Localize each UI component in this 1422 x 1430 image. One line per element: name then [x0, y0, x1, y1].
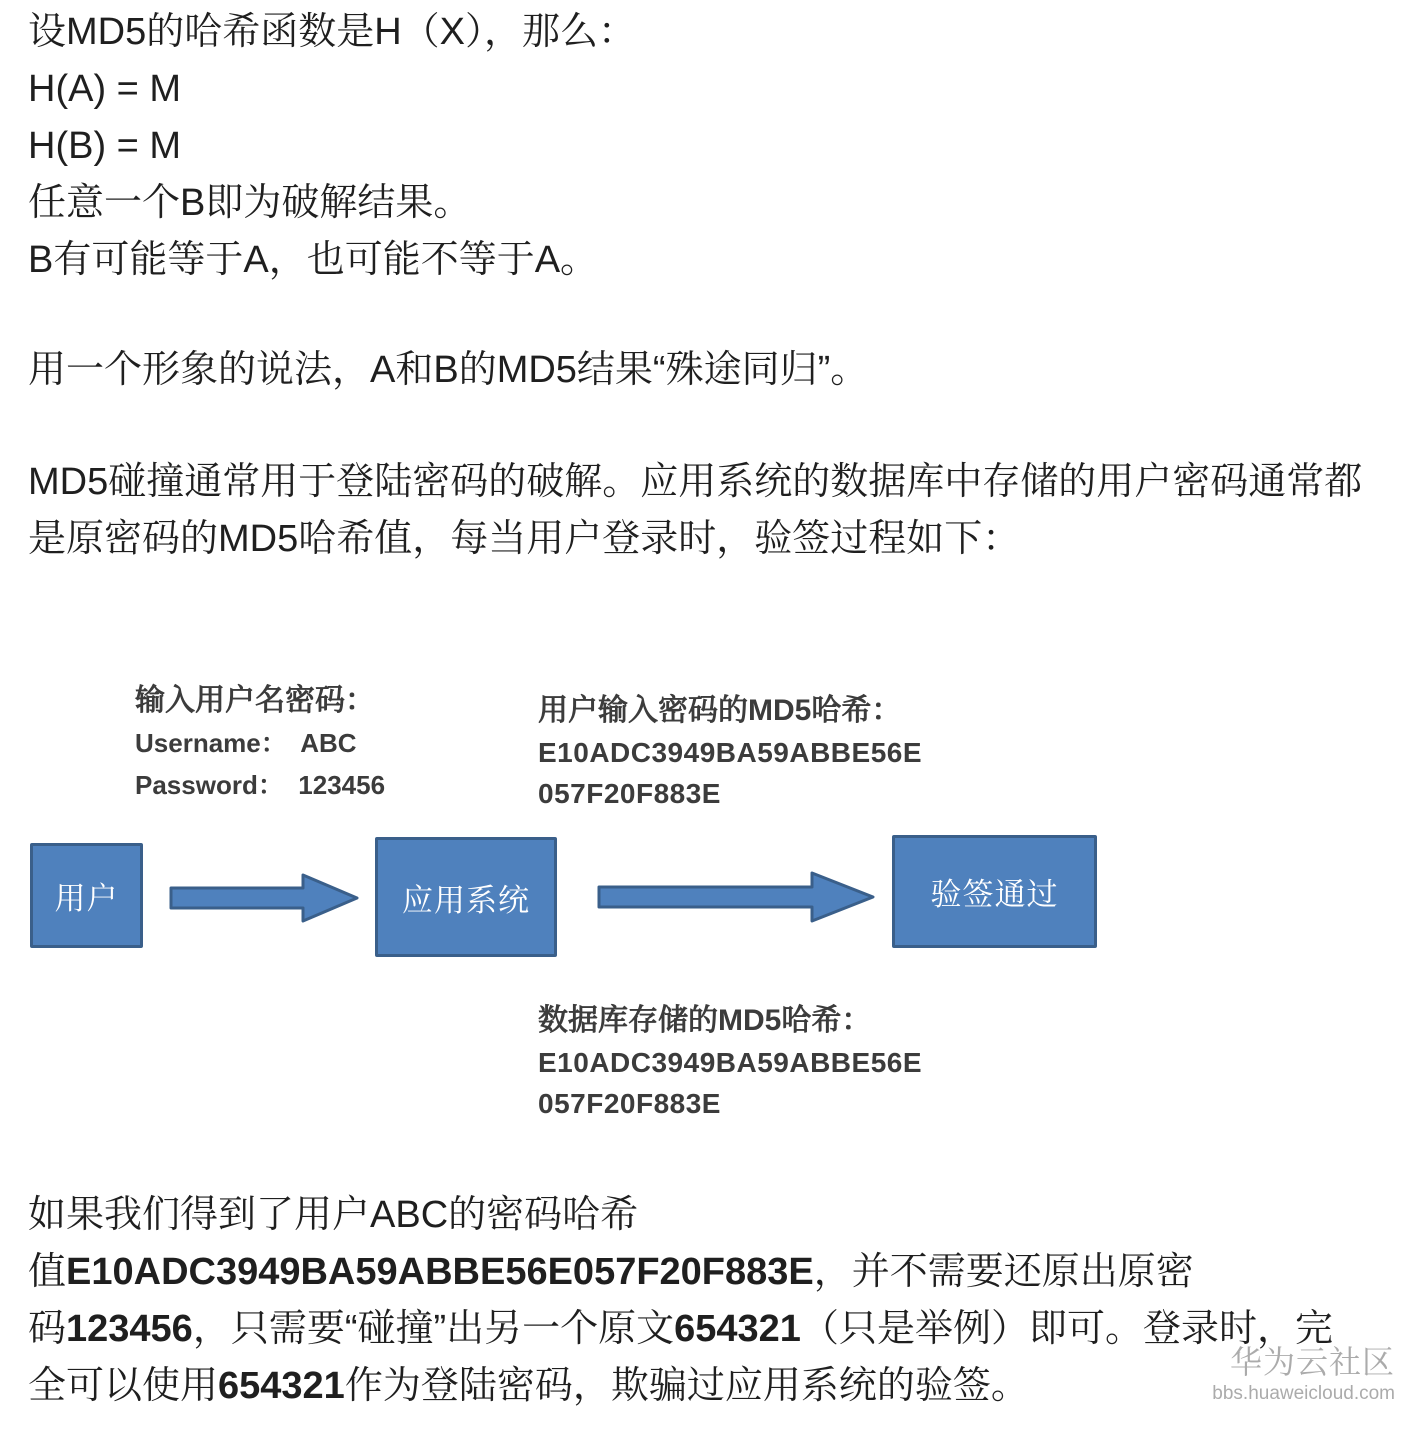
- paragraph-line: 是原密码的MD5哈希值，每当用户登录时，验签过程如下：: [28, 518, 1021, 560]
- md5-verification-flow-diagram: [0, 640, 1150, 1170]
- flow-box-label: 用户: [54, 881, 119, 916]
- flow-box-user: [30, 843, 143, 948]
- label-line: 输入用户名密码：: [135, 684, 375, 717]
- flow-box-verify-pass: [892, 835, 1097, 948]
- diagram-label-db-hash: [538, 1000, 922, 1124]
- label-line: 用户输入密码的MD5哈希：: [538, 694, 902, 727]
- paragraph-line: 如果我们得到了用户ABC的密码哈希: [28, 1194, 639, 1236]
- watermark-title: 华为云社区: [1229, 1344, 1395, 1380]
- analogy-paragraph: [28, 342, 868, 399]
- label-line: Password： 123456: [135, 770, 386, 800]
- diagram-label-user-hash: [538, 690, 922, 814]
- diagram-label-credentials: [135, 680, 385, 806]
- collision-usage-paragraph: [28, 454, 1362, 568]
- paragraph-line: 码123456，只需要“碰撞”出另一个原文654321（只是举例）即可。登录时，完: [28, 1308, 1333, 1350]
- paragraph-line: 设MD5的哈希函数是H（X），那么：: [28, 11, 637, 53]
- paragraph-line: 用一个形象的说法，A和B的MD5结果“殊途同归”。: [28, 349, 869, 391]
- flow-box-label: 验签通过: [930, 877, 1059, 912]
- paragraph-line: H(B) = M: [28, 125, 182, 167]
- paragraph-line: 全可以使用654321作为登陆密码，欺骗过应用系统的验签。: [28, 1365, 1029, 1407]
- paragraph-line: MD5碰撞通常用于登陆密码的破解。应用系统的数据库中存储的用户密码通常都: [28, 461, 1363, 503]
- flow-arrow-right-icon: [596, 870, 876, 924]
- label-line: 数据库存储的MD5哈希：: [538, 1004, 872, 1037]
- watermark-url: bbs.huaweicloud.com: [1212, 1383, 1395, 1404]
- watermark: [1212, 1344, 1395, 1406]
- hash-value: 057F20F883E: [538, 1088, 721, 1119]
- hash-value: E10ADC3949BA59ABBE56E: [538, 1047, 923, 1078]
- paragraph-line: B有可能等于A，也可能不等于A。: [28, 239, 599, 281]
- flow-arrow-right-icon: [168, 872, 360, 924]
- paragraph-line: H(A) = M: [28, 68, 182, 110]
- paragraph-line: 值E10ADC3949BA59ABBE56E057F20F883E，并不需要还原出原密: [28, 1251, 1194, 1293]
- conclusion-paragraph: [28, 1187, 1333, 1415]
- hash-value: E10ADC3949BA59ABBE56E: [538, 737, 923, 768]
- flow-box-label: 应用系统: [402, 882, 530, 918]
- paragraph-line: 任意一个B即为破解结果。: [28, 182, 472, 224]
- flow-box-app-system: [375, 837, 557, 957]
- label-line: Username： ABC: [135, 728, 357, 758]
- hash-value: 057F20F883E: [538, 778, 721, 809]
- intro-paragraph: [28, 4, 636, 289]
